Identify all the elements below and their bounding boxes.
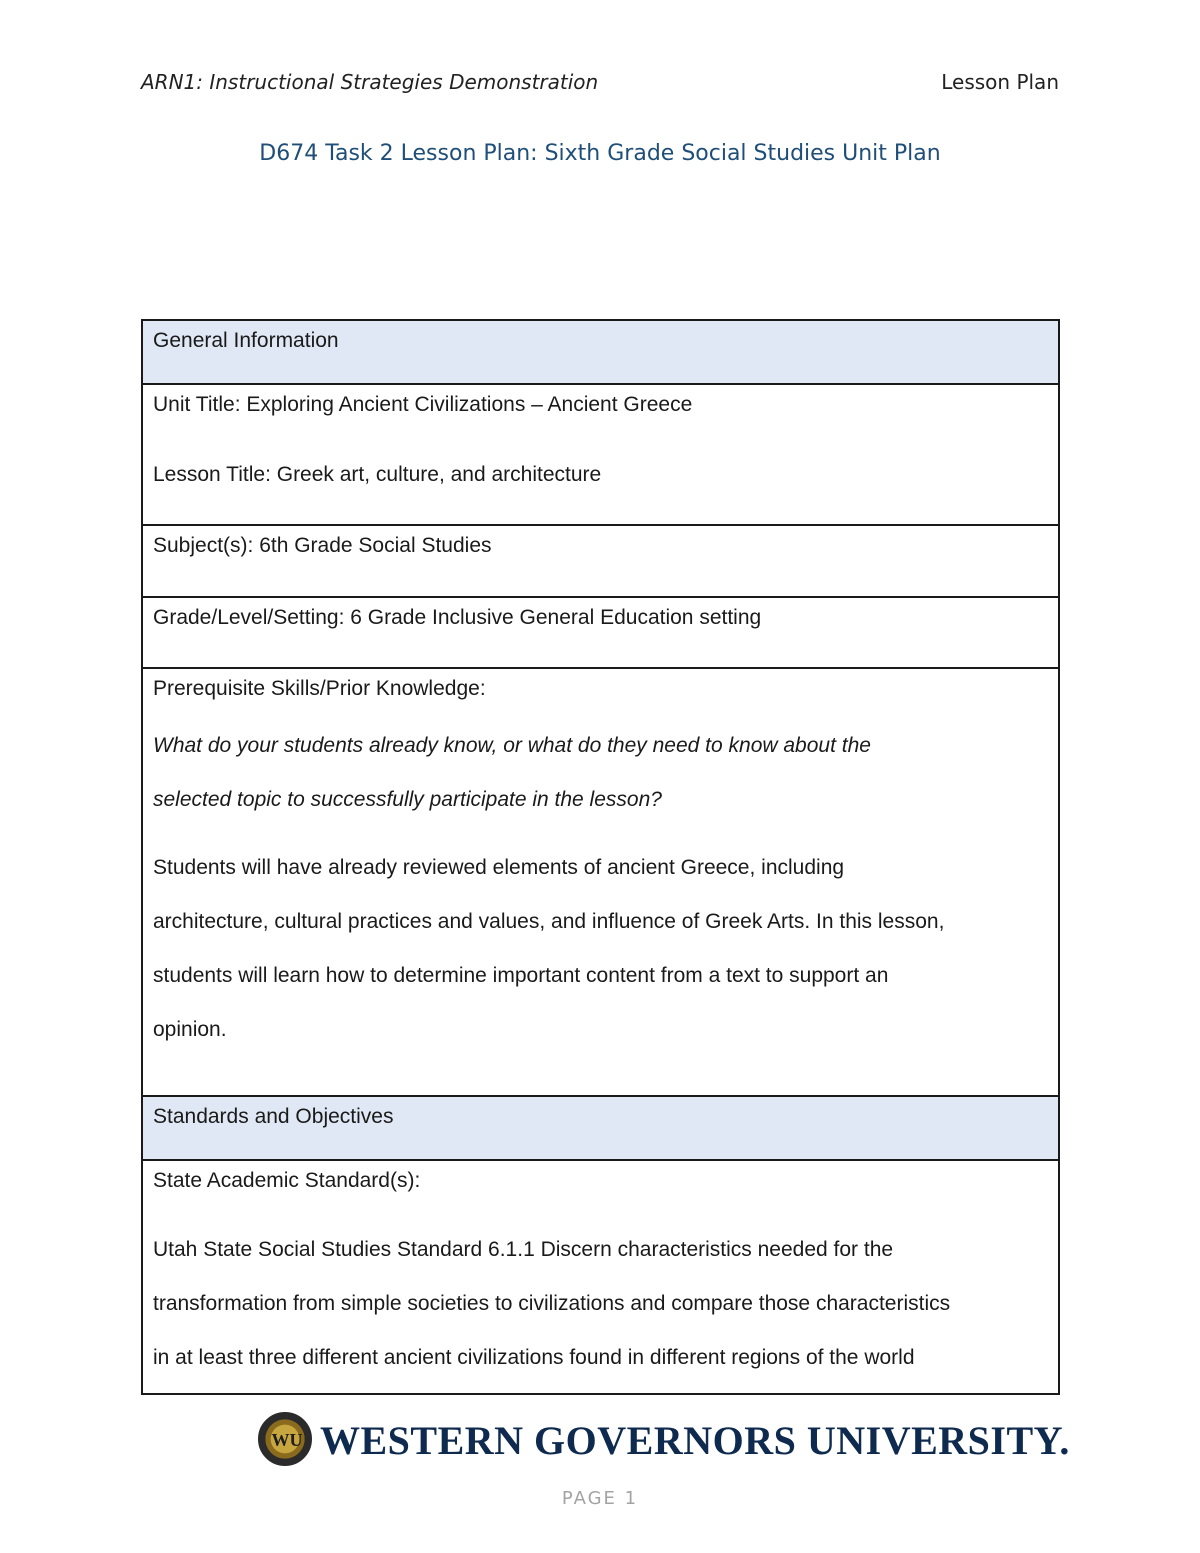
page-number: PAGE 1 bbox=[561, 1488, 639, 1509]
wgu-logo bbox=[258, 1411, 1070, 1469]
university-wordmark: WESTERN GOVERNORS UNIVERSITY. bbox=[320, 1418, 1070, 1463]
prerequisite-prompt-line-2: selected topic to successfully participate in the lesson? bbox=[153, 788, 662, 811]
row-prerequisites bbox=[143, 669, 1058, 1097]
running-header-right: Lesson Plan bbox=[941, 70, 1059, 94]
row-grade-level bbox=[143, 598, 1058, 669]
row-subjects bbox=[143, 526, 1058, 598]
standards-objectives-heading: Standards and Objectives bbox=[153, 1105, 394, 1128]
row-state-standards bbox=[143, 1161, 1058, 1395]
section-header-standards bbox=[143, 1097, 1058, 1161]
grade-level-setting: Grade/Level/Setting: 6 Grade Inclusive General Education setting bbox=[153, 606, 762, 629]
prerequisite-label: Prerequisite Skills/Prior Knowledge: bbox=[153, 677, 486, 700]
general-information-heading: General Information bbox=[153, 329, 339, 352]
prerequisite-answer-line-1: Students will have already reviewed elements of ancient Greece, including bbox=[153, 856, 845, 879]
row-titles bbox=[143, 385, 1058, 526]
university-seal-icon bbox=[258, 1412, 312, 1466]
unit-title: Unit Title: Exploring Ancient Civilizations – Ancient Greece bbox=[153, 393, 693, 416]
subjects: Subject(s): 6th Grade Social Studies bbox=[153, 534, 492, 557]
standard-text-line-1: Utah State Social Studies Standard 6.1.1 Discern characteristics needed for the bbox=[153, 1238, 894, 1261]
lesson-plan-table bbox=[141, 319, 1060, 1395]
state-standard-label: State Academic Standard(s): bbox=[153, 1169, 421, 1192]
document-title: D674 Task 2 Lesson Plan: Sixth Grade Social Studies Unit Plan bbox=[259, 141, 941, 166]
prerequisite-answer-line-3: students will learn how to determine important content from a text to support an bbox=[153, 964, 889, 987]
running-header-left: ARN1: Instructional Strategies Demonstration bbox=[141, 70, 599, 94]
seal-monogram: WU bbox=[271, 1430, 303, 1450]
standard-text-line-2: transformation from simple societies to civilizations and compare those characteristics bbox=[153, 1292, 951, 1315]
prerequisite-prompt-line-1: What do your students already know, or what do they need to know about the bbox=[153, 734, 871, 757]
prerequisite-answer-line-4: opinion. bbox=[153, 1018, 227, 1041]
section-header-general bbox=[143, 321, 1058, 385]
lesson-title: Lesson Title: Greek art, culture, and architecture bbox=[153, 463, 602, 486]
standard-text-line-3: in at least three different ancient civilizations found in different regions of the world bbox=[153, 1346, 915, 1369]
prerequisite-answer-line-2: architecture, cultural practices and values, and influence of Greek Arts. In this lesson, bbox=[153, 910, 945, 933]
